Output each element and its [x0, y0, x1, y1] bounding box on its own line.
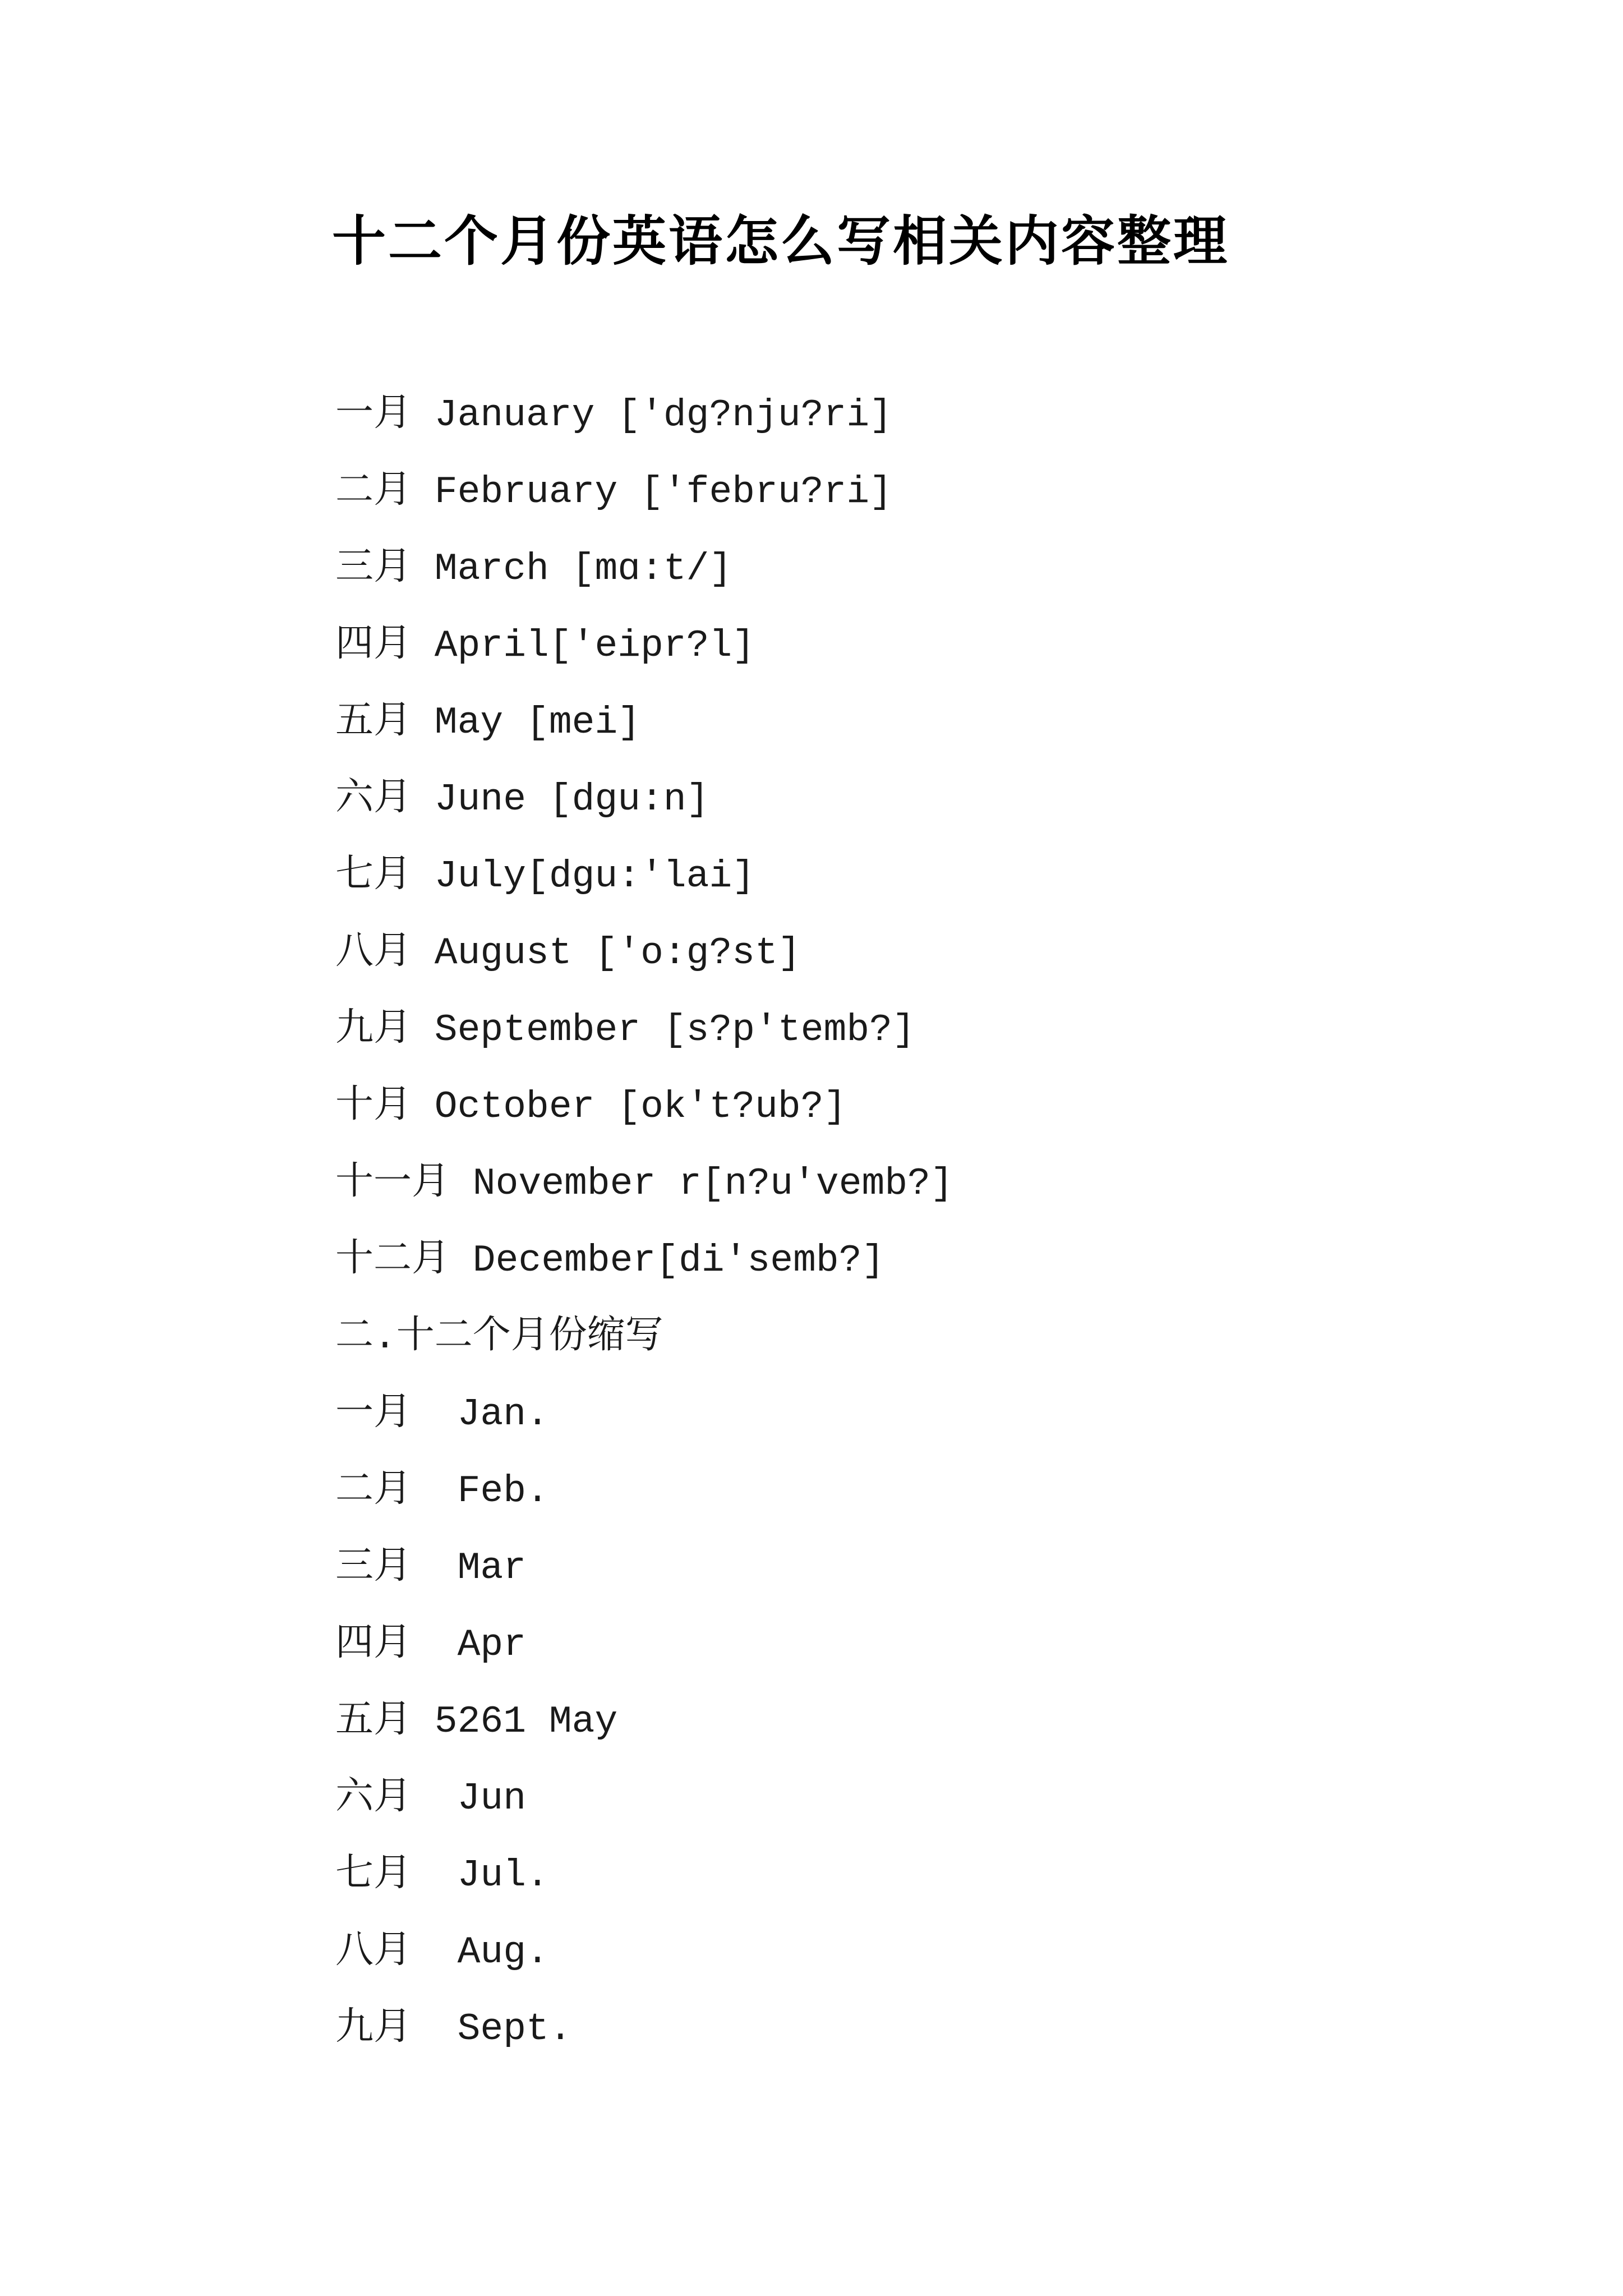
- list-item: 十月 October [ok't?ub?]: [335, 1085, 847, 1129]
- list-item: 五月 5261 May: [335, 1700, 618, 1743]
- list-item: 二月 February ['febru?ri]: [335, 471, 892, 514]
- list-item: 六月 June [dgu:n]: [335, 778, 709, 821]
- list-item: 四月 April['eipr?l]: [335, 624, 755, 668]
- list-item: 七月 July[dgu:'lai]: [335, 855, 755, 898]
- list-item: 九月 September [s?p'temb?]: [335, 1009, 915, 1052]
- list-item: 一月 January ['dg?nju?ri]: [335, 394, 892, 437]
- list-item: 三月 March [mɑ:t/]: [335, 547, 732, 591]
- list-item: 六月 Jun: [335, 1777, 527, 1820]
- list-item: 九月 Sept.: [335, 2008, 572, 2051]
- month-list: [335, 377, 953, 2068]
- list-item: 四月 Apr: [335, 1623, 527, 1667]
- list-item: 三月 Mar: [335, 1547, 527, 1590]
- document-title: 十二个月份英语怎么写相关内容整理: [332, 209, 1229, 273]
- list-item: 五月 May [mei]: [335, 701, 641, 744]
- list-item: 八月 August ['o:g?st]: [335, 932, 801, 975]
- list-item: 一月 Jan.: [335, 1393, 549, 1436]
- list-item: 七月 Jul.: [335, 1854, 549, 1897]
- list-item: 八月 Aug.: [335, 1931, 549, 1974]
- list-item: 十一月 November r[n?u'vemb?]: [335, 1162, 953, 1205]
- section-heading: 二.十二个月份缩写: [335, 1316, 663, 1359]
- list-item: 十二月 December[di'semb?]: [335, 1239, 885, 1282]
- list-item: 二月 Feb.: [335, 1470, 549, 1513]
